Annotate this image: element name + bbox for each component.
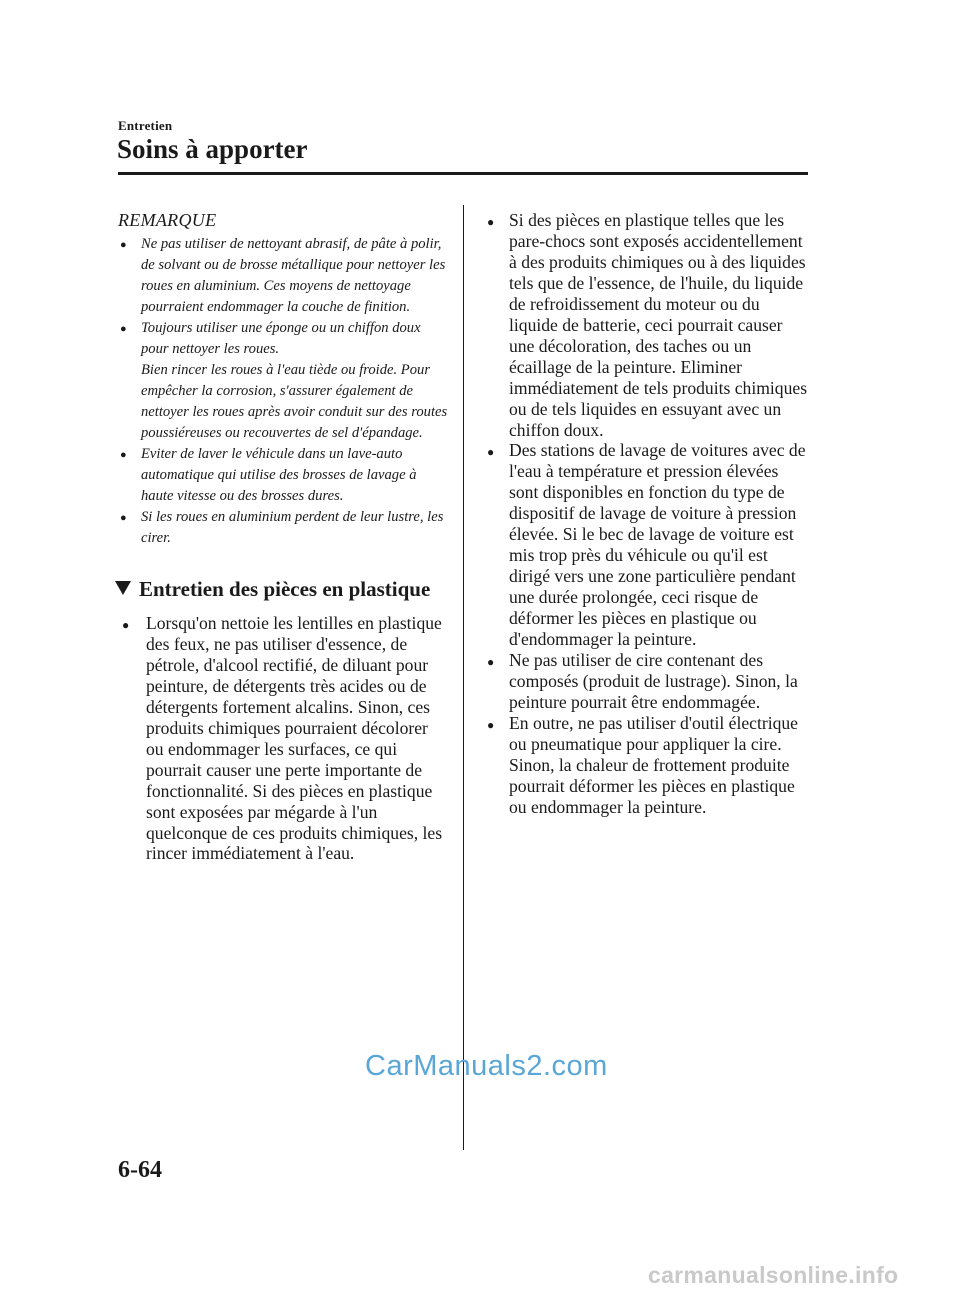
note-item-text: Bien rincer les roues à l'eau tiède ou froide. Pour empêcher la corrosion, s'assurer également de nettoyer les roues après avoir conduit sur des routes poussiéreuses ou recouvertes de sel d'épandage. bbox=[141, 362, 448, 441]
left-column bbox=[118, 208, 448, 864]
note-item-text: Ne pas utiliser de nettoyant abrasif, de pâte à polir, de solvant ou de brosse métallique pour nettoyer les roues en aluminium. Ces moyens de nettoyage pourraient endommager la couche de finition. bbox=[141, 236, 446, 315]
bullet-item-text: Des stations de lavage de voitures avec de l'eau à température et pression élevées sont disponibles en fonction du type de dispositif de lavage de voiture à pression élevée. Si le bec de lavage de voiture est mis trop près du véhicule ou qu'il est dirigé vers une zone particulière pendant une durée prolongée, ceci risque de déformer les pièces en plastique ou d'endommager la peinture. bbox=[509, 440, 806, 650]
right-column bbox=[481, 210, 811, 818]
site-watermark: carmanualsonline.info bbox=[648, 1262, 899, 1288]
bullet-item bbox=[481, 210, 811, 440]
bullet-icon: ● bbox=[487, 445, 495, 460]
bullet-icon: ● bbox=[487, 215, 495, 229]
bullet-item bbox=[481, 650, 811, 713]
bullet-item-text: Si des pièces en plastique telles que les pare-chocs sont exposés accidentellement à des produits chimiques ou à des liquides tels que de l'essence, de l'huile, du liquide de refroidissement du moteur ou du liquide de batterie, ceci pourrait causer une décoloration, des taches ou un écaillage de la peinture. Eliminer immédiatement de tels produits chimiques ou de tels liquides en essuyant avec un chiffon doux. bbox=[509, 210, 808, 440]
page-number: 6-64 bbox=[118, 1157, 162, 1183]
bullet-icon: ● bbox=[120, 512, 127, 524]
section-heading bbox=[115, 575, 445, 603]
left-bullet-list bbox=[118, 613, 448, 864]
bullet-item-text: Lorsqu'on nettoie les lentilles en plastique des feux, ne pas utiliser d'essence, de pétrole, d'alcool rectifié, de diluant pour peinture, de détergents très acides ou de détergents fortement alcalins. Sinon, ces produits chimiques pourraient décolorer ou endommager les surfaces, ce qui pourrait causer une perte importante de fonctionnalité. Si des pièces en plastique sont exposées par mégarde à l'un quelconque de ces produits chimiques, les rincer immédiatement à l'eau. bbox=[146, 613, 443, 864]
bullet-icon: ● bbox=[122, 618, 130, 632]
note-item bbox=[118, 507, 448, 549]
section-label: Entretien bbox=[118, 118, 173, 133]
bullet-icon: ● bbox=[120, 323, 127, 335]
right-bullet-list bbox=[481, 210, 811, 818]
bullet-icon: ● bbox=[487, 717, 495, 732]
bullet-item bbox=[481, 440, 811, 650]
watermark-text: CarManuals2.com bbox=[365, 1050, 608, 1082]
section-heading-text: Entretien des pièces en plastique bbox=[139, 577, 431, 601]
note-item bbox=[118, 444, 448, 507]
note-heading: REMARQUE bbox=[118, 210, 217, 230]
note-item-text: Eviter de laver le véhicule dans un lave-auto automatique qui utilise des brosses de lavage à haute vitesse ou des brosses dures. bbox=[141, 446, 417, 504]
page-title: Soins à apporter bbox=[117, 134, 308, 164]
note-list bbox=[118, 234, 448, 549]
bullet-icon: ● bbox=[487, 655, 495, 670]
bullet-icon: ● bbox=[120, 239, 127, 251]
title-rule bbox=[118, 172, 808, 175]
note-item-text: Si les roues en aluminium perdent de leur lustre, les cirer. bbox=[141, 509, 444, 546]
triangle-down-icon bbox=[115, 581, 131, 595]
note-item bbox=[118, 234, 448, 318]
note-item bbox=[118, 318, 448, 444]
bullet-icon: ● bbox=[120, 449, 127, 461]
bullet-item bbox=[481, 713, 811, 818]
bullet-item-text: Ne pas utiliser de cire contenant des composés (produit de lustrage). Sinon, la peinture pourrait être endommagée. bbox=[509, 650, 798, 712]
bullet-item bbox=[118, 613, 448, 864]
column-divider bbox=[463, 205, 464, 1150]
bullet-item-text: En outre, ne pas utiliser d'outil électrique ou pneumatique pour appliquer la cire. Sinon, la chaleur de frottement produite pourrait déformer les pièces en plastique ou endommager la peinture. bbox=[509, 712, 798, 817]
note-item-text: Toujours utiliser une éponge ou un chiffon doux pour nettoyer les roues. bbox=[141, 320, 421, 357]
